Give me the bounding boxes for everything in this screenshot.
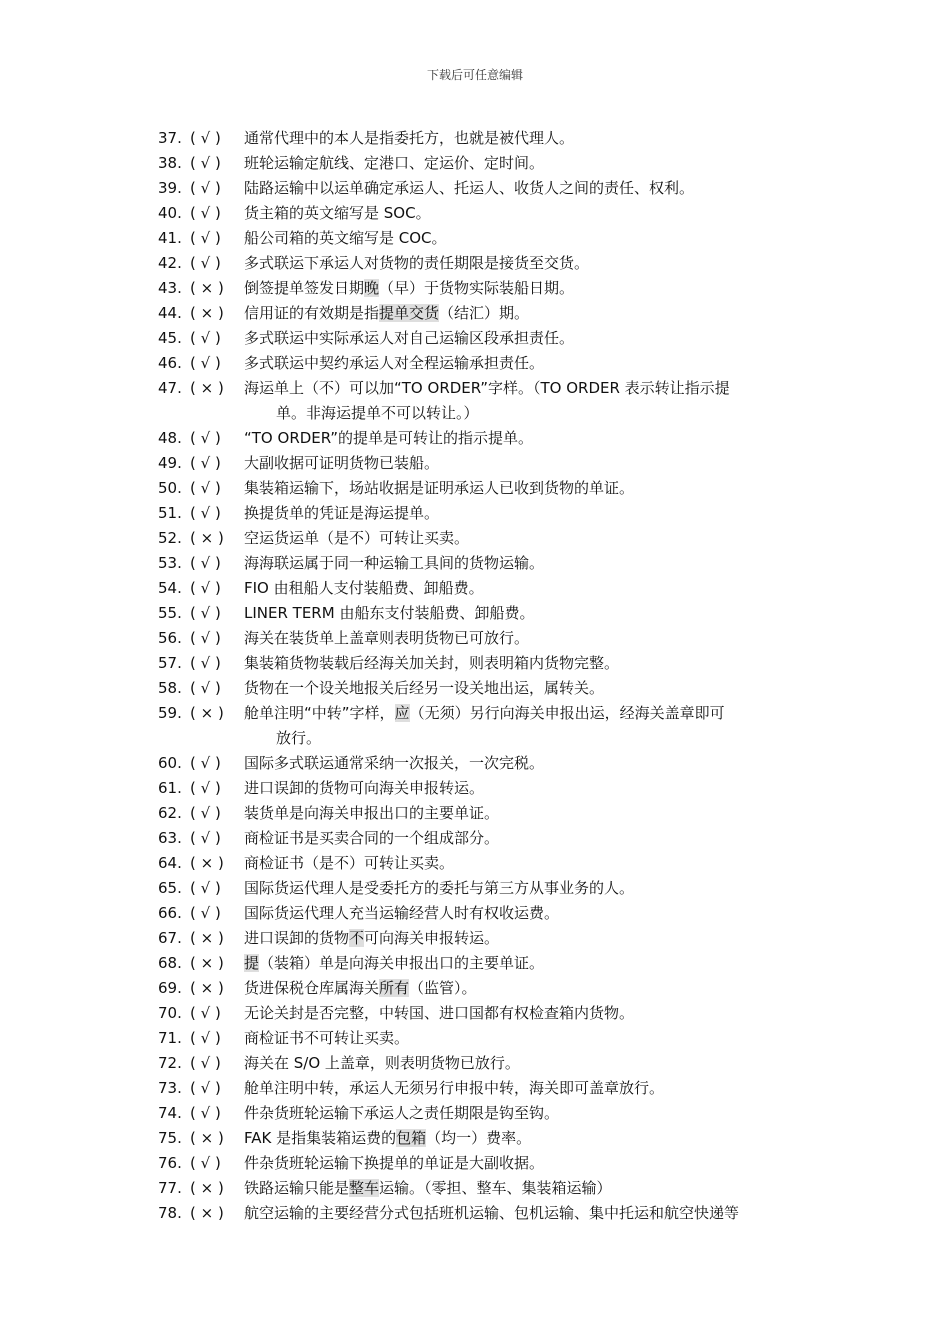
answer-mark: ( √ ) (190, 204, 221, 222)
question-item (0, 1051, 950, 1076)
question-text (244, 1051, 812, 1076)
question-item (0, 351, 950, 376)
answer-mark: ( √ ) (190, 329, 221, 347)
highlighted-text: 应 (394, 704, 410, 722)
answer-mark: ( × ) (190, 304, 224, 322)
question-text-part: 多式联运下承运人对货物的责任期限是接货至交货。 (244, 254, 590, 272)
question-text (244, 476, 812, 501)
question-text-part: LINER TERM 由船东支付装船费、卸船费。 (244, 604, 535, 622)
question-text-part: 换提货单的凭证是海运提单。 (244, 504, 440, 522)
question-number: 45. (158, 329, 182, 347)
question-item (0, 176, 950, 201)
question-item (0, 1101, 950, 1126)
question-text-part: 倒签提单签发日期 (244, 279, 365, 297)
question-number: 48. (158, 429, 182, 447)
answer-mark: ( √ ) (190, 579, 221, 597)
question-text-part: （均一）费率。 (426, 1129, 532, 1147)
question-item (0, 1076, 950, 1101)
answer-mark: ( × ) (190, 704, 224, 722)
question-text-part: 无论关封是否完整，中转国、进口国都有权检查箱内货物。 (244, 1004, 635, 1022)
question-text (244, 501, 812, 526)
question-item (0, 751, 950, 776)
question-text (244, 926, 812, 951)
answer-mark: ( × ) (190, 279, 224, 297)
question-text (244, 626, 812, 651)
question-number: 49. (158, 454, 182, 472)
question-text (244, 1201, 812, 1226)
question-text-part: 海海联运属于同一种运输工具间的货物运输。 (244, 554, 545, 572)
question-text-part: 海关在装货单上盖章则表明货物已可放行。 (244, 629, 530, 647)
question-item (0, 876, 950, 901)
answer-mark: ( √ ) (190, 654, 221, 672)
answer-mark: ( × ) (190, 979, 224, 997)
answer-mark: ( × ) (190, 529, 224, 547)
question-number: 46. (158, 354, 182, 372)
highlighted-text: 提单交货 (379, 304, 440, 322)
question-text (244, 1176, 812, 1201)
question-text (244, 526, 812, 551)
question-item (0, 651, 950, 676)
answer-mark: ( √ ) (190, 129, 221, 147)
highlighted-text: 提 (244, 954, 260, 972)
question-item (0, 326, 950, 351)
question-item (0, 576, 950, 601)
question-text-part: 舱单注明“中转”字样， (244, 704, 395, 722)
question-number: 66. (158, 904, 182, 922)
question-text-part: 货进保税仓库属海关 (244, 979, 380, 997)
answer-mark: ( × ) (190, 854, 224, 872)
question-item (0, 901, 950, 926)
question-number: 56. (158, 629, 182, 647)
highlighted-text: 包箱 (396, 1129, 427, 1147)
answer-mark: ( √ ) (190, 454, 221, 472)
question-number: 54. (158, 579, 182, 597)
question-item (0, 276, 950, 301)
question-number: 40. (158, 204, 182, 222)
question-text-part: 多式联运中契约承运人对全程运输承担责任。 (244, 354, 545, 372)
question-text (244, 1001, 812, 1026)
question-item (0, 626, 950, 651)
question-text (244, 1076, 812, 1101)
answer-mark: ( √ ) (190, 504, 221, 522)
answer-mark: ( √ ) (190, 354, 221, 372)
answer-mark: ( √ ) (190, 1029, 221, 1047)
question-text (244, 826, 812, 851)
question-number: 65. (158, 879, 182, 897)
question-text (244, 901, 812, 926)
question-number: 61. (158, 779, 182, 797)
question-item (0, 551, 950, 576)
question-text-part: 货物在一个设关地报关后经另一设关地出运，属转关。 (244, 679, 605, 697)
question-text (244, 976, 812, 1001)
question-text (244, 126, 812, 151)
question-item (0, 826, 950, 851)
question-text (244, 551, 812, 576)
question-item (0, 1201, 950, 1226)
question-text-continuation: 单。非海运提单不可以转让。） (276, 404, 479, 422)
answer-mark: ( √ ) (190, 804, 221, 822)
answer-mark: ( × ) (190, 929, 224, 947)
question-text (244, 376, 812, 426)
question-number: 52. (158, 529, 182, 547)
question-text-part: 海关在 S/O 上盖章，则表明货物已放行。 (244, 1054, 520, 1072)
question-text-part: 信用证的有效期是指 (244, 304, 380, 322)
answer-mark: ( √ ) (190, 1004, 221, 1022)
question-text (244, 601, 812, 626)
question-text (244, 801, 812, 826)
question-number: 41. (158, 229, 182, 247)
answer-mark: ( × ) (190, 954, 224, 972)
question-text (244, 176, 812, 201)
question-number: 51. (158, 504, 182, 522)
question-item (0, 376, 950, 426)
question-item (0, 526, 950, 551)
answer-mark: ( √ ) (190, 904, 221, 922)
question-item (0, 851, 950, 876)
question-text-part: （监管）。 (409, 979, 477, 997)
question-text (244, 301, 812, 326)
answer-mark: ( √ ) (190, 754, 221, 772)
question-number: 72. (158, 1054, 182, 1072)
question-text (244, 426, 812, 451)
question-text (244, 751, 812, 776)
question-text-part: 商检证书（是不）可转让买卖。 (244, 854, 455, 872)
question-item (0, 776, 950, 801)
question-number: 55. (158, 604, 182, 622)
question-item (0, 801, 950, 826)
question-text-part: 集装箱运输下，场站收据是证明承运人已收到货物的单证。 (244, 479, 635, 497)
question-number: 78. (158, 1204, 182, 1222)
question-text-part: 可向海关申报转运。 (364, 929, 500, 947)
question-text-part: 国际货运代理人是受委托方的委托与第三方从事业务的人。 (244, 879, 635, 897)
answer-mark: ( × ) (190, 379, 224, 397)
highlighted-text: 晚 (364, 279, 380, 297)
question-text (244, 776, 812, 801)
question-text-part: 国际多式联运通常采纳一次报关，一次完税。 (244, 754, 545, 772)
question-text-part: 铁路运输只能是 (244, 1179, 350, 1197)
question-text-part: 进口误卸的货物 (244, 929, 350, 947)
answer-mark: ( √ ) (190, 229, 221, 247)
question-item (0, 426, 950, 451)
question-text (244, 1126, 812, 1151)
question-text (244, 451, 812, 476)
question-number: 73. (158, 1079, 182, 1097)
question-text-part: 多式联运中实际承运人对自己运输区段承担责任。 (244, 329, 575, 347)
answer-mark: ( √ ) (190, 1104, 221, 1122)
answer-mark: ( √ ) (190, 679, 221, 697)
question-text (244, 326, 812, 351)
page-header: 下载后可任意编辑 (426, 68, 523, 82)
question-text (244, 201, 812, 226)
question-number: 67. (158, 929, 182, 947)
question-number: 58. (158, 679, 182, 697)
question-item (0, 1026, 950, 1051)
answer-mark: ( √ ) (190, 1079, 221, 1097)
answer-mark: ( √ ) (190, 829, 221, 847)
question-number: 68. (158, 954, 182, 972)
answer-mark: ( √ ) (190, 179, 221, 197)
question-number: 77. (158, 1179, 182, 1197)
answer-mark: ( √ ) (190, 554, 221, 572)
question-text-part: 装货单是向海关申报出口的主要单证。 (244, 804, 500, 822)
highlighted-text: 整车 (349, 1179, 380, 1197)
question-text-part: 货主箱的英文缩写是 SOC。 (244, 204, 431, 222)
question-text (244, 576, 812, 601)
question-text-part: 大副收据可证明货物已装船。 (244, 454, 440, 472)
question-text-part: 件杂货班轮运输下换提单的单证是大副收据。 (244, 1154, 545, 1172)
question-item (0, 976, 950, 1001)
question-number: 37. (158, 129, 182, 147)
question-number: 62. (158, 804, 182, 822)
question-number: 39. (158, 179, 182, 197)
question-text (244, 676, 812, 701)
question-number: 59. (158, 704, 182, 722)
question-text (244, 951, 812, 976)
question-text (244, 1026, 812, 1051)
question-item (0, 201, 950, 226)
question-text-part: FAK 是指集装箱运费的 (244, 1129, 397, 1147)
question-text (244, 701, 812, 751)
question-item (0, 676, 950, 701)
question-number: 47. (158, 379, 182, 397)
question-item (0, 1001, 950, 1026)
question-number: 63. (158, 829, 182, 847)
question-number: 70. (158, 1004, 182, 1022)
question-text (244, 351, 812, 376)
question-number: 75. (158, 1129, 182, 1147)
question-text-part: （装箱）单是向海关申报出口的主要单证。 (259, 954, 545, 972)
question-item (0, 1151, 950, 1176)
question-item (0, 601, 950, 626)
answer-mark: ( √ ) (190, 479, 221, 497)
question-text-part: FIO 由租船人支付装船费、卸船费。 (244, 579, 484, 597)
question-text (244, 876, 812, 901)
question-text-part: 航空运输的主要经营分式包括班机运输、包机运输、集中托运和航空快递等 (244, 1204, 740, 1222)
question-text-continuation: 放行。 (276, 729, 322, 747)
question-item (0, 126, 950, 151)
question-text-part: 舱单注明中转，承运人无须另行申报中转，海关即可盖章放行。 (244, 1079, 665, 1097)
question-text (244, 226, 812, 251)
question-text-part: 海运单上（不）可以加“TO ORDER”字样。（TO ORDER 表示转让指示提 (244, 379, 730, 397)
question-text-part: （无须）另行向海关申报出运，经海关盖章即可 (409, 704, 725, 722)
answer-mark: ( √ ) (190, 1054, 221, 1072)
question-item (0, 451, 950, 476)
question-number: 71. (158, 1029, 182, 1047)
question-text-part: 国际货运代理人充当运输经营人时有权收运费。 (244, 904, 560, 922)
question-text-part: （早）于货物实际装船日期。 (379, 279, 575, 297)
question-text-part: 商检证书不可转让买卖。 (244, 1029, 410, 1047)
question-text-part: 船公司箱的英文缩写是 COC。 (244, 229, 447, 247)
question-text (244, 276, 812, 301)
question-text-part: 进口误卸的货物可向海关申报转运。 (244, 779, 485, 797)
question-text-part: （结汇）期。 (439, 304, 530, 322)
question-text (244, 851, 812, 876)
highlighted-text: 所有 (379, 979, 410, 997)
question-item (0, 701, 950, 751)
question-text-part: 集装箱货物装载后经海关加关封，则表明箱内货物完整。 (244, 654, 620, 672)
question-number: 38. (158, 154, 182, 172)
question-item (0, 301, 950, 326)
question-text (244, 1151, 812, 1176)
answer-mark: ( √ ) (190, 604, 221, 622)
question-text-part: “TO ORDER”的提单是可转让的指示提单。 (244, 429, 534, 447)
question-text (244, 651, 812, 676)
answer-mark: ( √ ) (190, 1154, 221, 1172)
question-text-part: 空运货运单（是不）可转让买卖。 (244, 529, 470, 547)
question-number: 43. (158, 279, 182, 297)
question-item (0, 926, 950, 951)
question-item (0, 951, 950, 976)
question-text (244, 1101, 812, 1126)
answer-mark: ( × ) (190, 1129, 224, 1147)
answer-mark: ( √ ) (190, 629, 221, 647)
answer-mark: ( × ) (190, 1179, 224, 1197)
question-text-part: 陆路运输中以运单确定承运人、托运人、收货人之间的责任、权利。 (244, 179, 695, 197)
question-text-part: 通常代理中的本人是指委托方，也就是被代理人。 (244, 129, 575, 147)
answer-mark: ( × ) (190, 1204, 224, 1222)
answer-mark: ( √ ) (190, 429, 221, 447)
question-number: 50. (158, 479, 182, 497)
question-item (0, 501, 950, 526)
question-item (0, 226, 950, 251)
question-item (0, 251, 950, 276)
highlighted-text: 不 (349, 929, 365, 947)
question-item (0, 1126, 950, 1151)
question-number: 64. (158, 854, 182, 872)
answer-mark: ( √ ) (190, 254, 221, 272)
question-number: 60. (158, 754, 182, 772)
question-text-part: 件杂货班轮运输下承运人之责任期限是钩至钩。 (244, 1104, 560, 1122)
question-text (244, 151, 812, 176)
question-list (0, 126, 950, 1226)
question-item (0, 151, 950, 176)
question-number: 76. (158, 1154, 182, 1172)
answer-mark: ( √ ) (190, 879, 221, 897)
question-number: 44. (158, 304, 182, 322)
question-text (244, 251, 812, 276)
question-number: 74. (158, 1104, 182, 1122)
question-text-part: 班轮运输定航线、定港口、定运价、定时间。 (244, 154, 545, 172)
question-number: 42. (158, 254, 182, 272)
question-item (0, 1176, 950, 1201)
question-text-part: 运输。（零担、整车、集装箱运输） (379, 1179, 612, 1197)
answer-mark: ( √ ) (190, 154, 221, 172)
question-number: 53. (158, 554, 182, 572)
question-item (0, 476, 950, 501)
question-number: 57. (158, 654, 182, 672)
answer-mark: ( √ ) (190, 779, 221, 797)
question-number: 69. (158, 979, 182, 997)
question-text-part: 商检证书是买卖合同的一个组成部分。 (244, 829, 500, 847)
